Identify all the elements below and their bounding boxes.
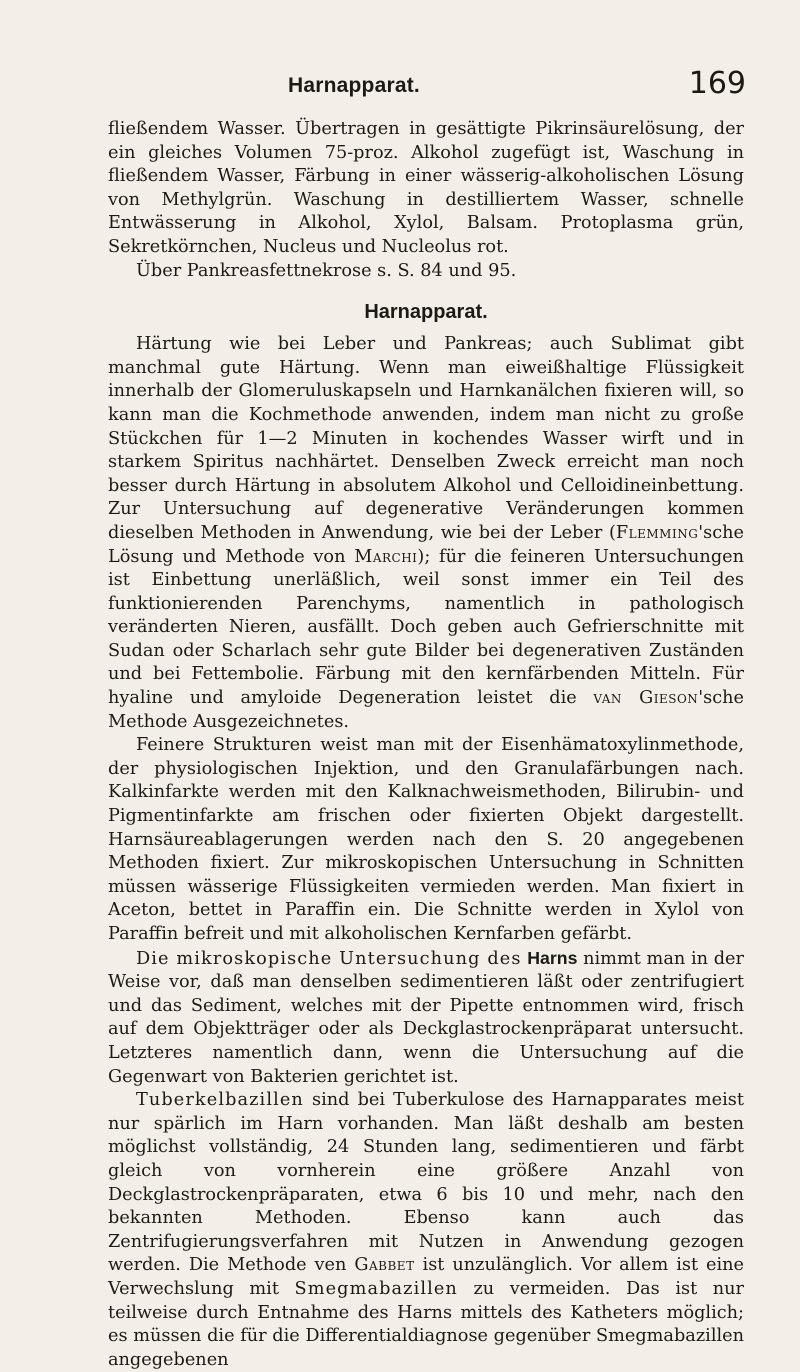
paragraph-hardening-part-1: Härtung wie bei Leber und Pankreas; auch Sublimat gibt manchmal gute Härtung. Wenn man eiweißhaltige Flüssigkeit innerhalb der Glomeruluskapseln und Harnkanälchen fixieren will, so kann man die Kochmethode anwenden, indem man nicht zu große Stückchen für 1—2 Minuten in kochendes Wasser wirft und in starkem Spiritus nachhärtet. Denselben Zweck erreicht man noch besser durch Härtung in absolutem Alkohol und Celloidineinbettung. Zur Untersuchung auf degenerative Veränderungen kommen dieselben Methoden in Anwendung, wie bei der Leber ( xyxy=(108,334,744,543)
paragraph-hardening-part-4: 'sche Methode Ausgezeichnetes. xyxy=(108,688,745,732)
author-name-flemming: Flemming xyxy=(615,522,699,543)
paragraph-hardening xyxy=(108,333,744,734)
author-name-marchi: Marchi xyxy=(354,546,418,567)
paragraph-urine xyxy=(108,947,744,1090)
paragraph-hardening-part-3: ); für die feineren Untersuchungen ist Einbettung unerläßlich, weil sonst immer ein Teil des funktionierenden Parenchyms, namentlich in pathologisch veränderten Nieren, ausfällt. Doch geben auch Gefrierschnitte mit Sudan oder Scharlach sehr gute Bilder bei degenerativen Zuständen und bei Fettembolie. Färbung mit den kernfärbenden Mitteln. Für hyaline und amyloide Degeneration leistet die xyxy=(108,546,744,709)
paragraph-urine-part-2: nimmt man in der Weise vor, daß man denselben sedimentieren läßt oder zentrifugiert und das Sediment, welches mit der Pipette entnommen wird, frisch auf dem Objektträger oder als Deckglastrockenpräparat untersucht. Letzteres namentlich dann, wenn die Untersuchung auf die Gegenwart von Bakterien gerichtet ist. xyxy=(108,948,744,1087)
term-tuberkelbazillen: Tuberkelbazillen xyxy=(136,1090,304,1111)
paragraph-continued: fließendem Wasser. Übertragen in gesättigte Pikrinsäurelösung, der ein gleiches Volumen 75-proz. Alkohol zugefügt ist, Waschung in fließendem Wasser, Färbung in einer wässerig-alkoholischen Lösung von Methylgrün. Waschung in destilliertem Wasser, schnelle Entwässerung in Alkohol, Xylol, Balsam. Protoplasma grün, Sekretkörnchen, Nucleus und Nucleolus rot. xyxy=(108,119,744,257)
section-title: Harnapparat. xyxy=(364,301,488,324)
paragraph-urine-part-1: Die mikroskopische Untersuchung des xyxy=(136,948,522,969)
paragraph-structures: Feinere Strukturen weist man mit der Eisenhämatoxylinmethode, der physiologischen Injektion, und den Granulafärbungen nach. Kalkinfarkte werden mit den Kalknachweismethoden, Bilirubin- und Pigmentinfarkte am frischen oder fixierten Objekt dargestellt. Harnsäureablagerungen werden nach den S. 20 angegebenen Methoden fixiert. Zur mikroskopischen Untersuchung in Schnitten müssen wässerige Flüssigkeiten vermieden werden. Man fixiert in Aceton, bettet in Paraffin ein. Die Schnitte werden in Xylol von Paraffin befreit und mit alkoholischen Kernfarben gefärbt. xyxy=(108,735,744,944)
paragraph-tuberculosis-part-2: ist unzulänglich. Vor allem ist eine Verwechslung mit xyxy=(108,1255,744,1299)
paragraph-tuberculosis-part-3: zu vermeiden. Das ist nur teilweise durch Entnahme des Harns mittels des Katheters möglich; es müssen die für die Differentialdiagnose gegenüber Smegmabazillen angegebenen xyxy=(108,1278,744,1370)
running-head: Harnapparat. xyxy=(288,74,420,97)
term-harns: Harns xyxy=(527,947,578,968)
paragraph-hardening-part-2: 'sche Lösung und Methode von xyxy=(108,522,744,567)
author-name-gabbet: Gabbet xyxy=(354,1255,415,1276)
page-number: 169 xyxy=(688,66,746,101)
paragraph-reference: Über Pankreasfettnekrose s. S. 84 und 95. xyxy=(136,260,517,281)
main-text xyxy=(108,118,744,1372)
author-name-van-gieson: van Gieson xyxy=(593,688,699,709)
term-smegmabazillen: Smegmabazillen xyxy=(294,1278,458,1299)
paragraph-tuberculosis-part-1: sind bei Tuberkulose des Harnapparates meist nur spärlich im Harn vorhanden. Man läßt deshalb am besten möglichst vollständig, 24 Stunden lang, sedimentieren und färbt gleich von vornherein eine größere Anzahl von Deckglastrockenpräparaten, etwa 6 bis 10 und mehr, nach den bekannten Methoden. Ebenso kann auch das Zentrifugierungsverfahren mit Nutzen in Anwendung gezogen werden. Die Methode ven xyxy=(108,1090,744,1276)
page-header xyxy=(108,66,746,108)
paragraph-tuberculosis xyxy=(108,1089,744,1372)
